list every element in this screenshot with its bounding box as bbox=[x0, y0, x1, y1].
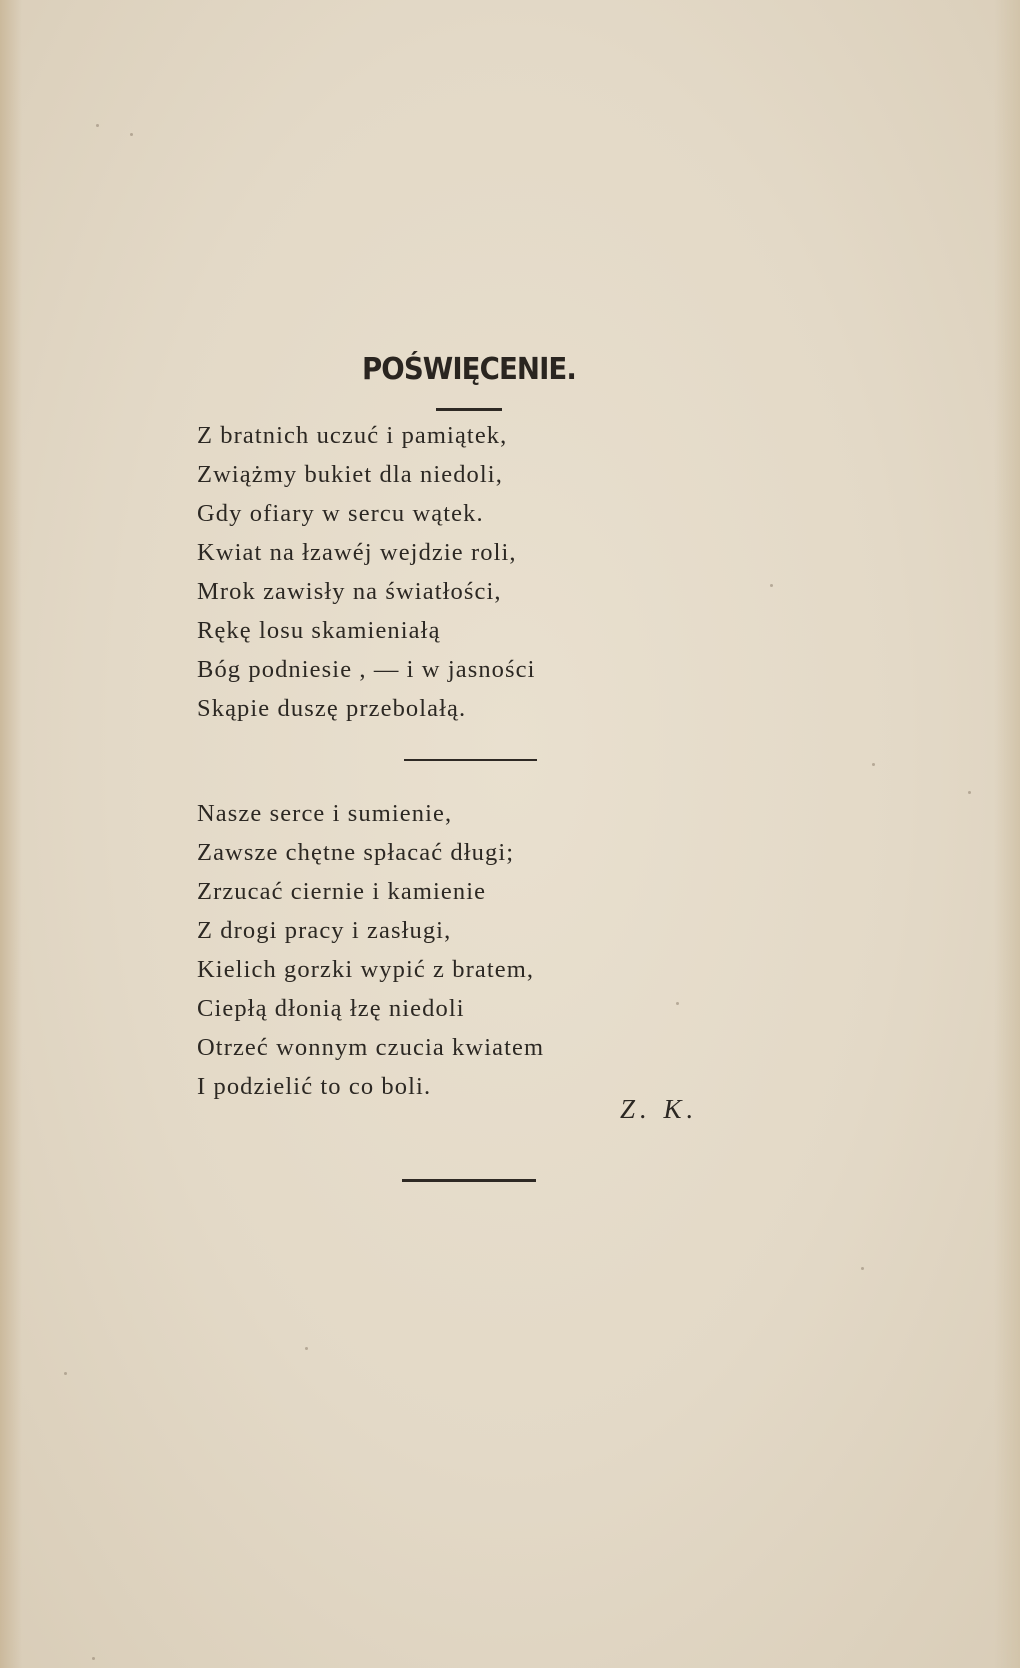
verse-line: Ciepłą dłonią łzę niedoli bbox=[197, 995, 465, 1022]
verse-line: Otrzeć wonnym czucia kwiatem bbox=[197, 1034, 545, 1061]
end-divider bbox=[402, 1179, 536, 1182]
verse-line: Mrok zawisły na światłości, bbox=[197, 578, 502, 605]
page-title: POŚWIĘCENIE. bbox=[362, 352, 576, 387]
verse-line: Skąpie duszę przebolałą. bbox=[197, 695, 467, 722]
paper-speck bbox=[64, 1372, 67, 1375]
paper-speck bbox=[96, 124, 99, 127]
verse-line: Zawsze chętne spłacać długi; bbox=[197, 839, 515, 866]
page-edge-left bbox=[0, 0, 22, 1668]
verse-line: Bóg podniesie , — i w jasności bbox=[197, 656, 536, 683]
verse-line: Gdy ofiary w sercu wątek. bbox=[197, 500, 484, 527]
paper-speck bbox=[130, 133, 133, 136]
stanza-1 bbox=[197, 416, 536, 728]
author-signature: Z. K. bbox=[620, 1094, 699, 1124]
verse-line: Nasze serce i sumienie, bbox=[197, 800, 453, 827]
verse-line: Kielich gorzki wypić z bratem, bbox=[197, 956, 535, 983]
verse-line: Zwiążmy bukiet dla niedoli, bbox=[197, 461, 503, 488]
verse-line: Rękę losu skamieniałą bbox=[197, 617, 441, 644]
paper-speck bbox=[872, 763, 875, 766]
verse-line: Z drogi pracy i zasługi, bbox=[197, 917, 452, 944]
page-edge-right bbox=[994, 0, 1020, 1668]
paper-speck bbox=[861, 1267, 864, 1270]
verse-line: Kwiat na łzawéj wejdzie roli, bbox=[197, 539, 517, 566]
title-divider bbox=[436, 408, 502, 411]
stanza-2 bbox=[197, 794, 544, 1106]
paper-speck bbox=[770, 584, 773, 587]
verse-line: Zrzucać ciernie i kamienie bbox=[197, 878, 487, 905]
paper-speck bbox=[92, 1657, 95, 1660]
paper-speck bbox=[676, 1002, 679, 1005]
verse-line: Z bratnich uczuć i pamiątek, bbox=[197, 422, 508, 449]
stanza-divider bbox=[404, 759, 537, 761]
paper-speck bbox=[305, 1347, 308, 1350]
paper-speck bbox=[968, 791, 971, 794]
verse-line: I podzielić to co boli. bbox=[197, 1073, 432, 1100]
